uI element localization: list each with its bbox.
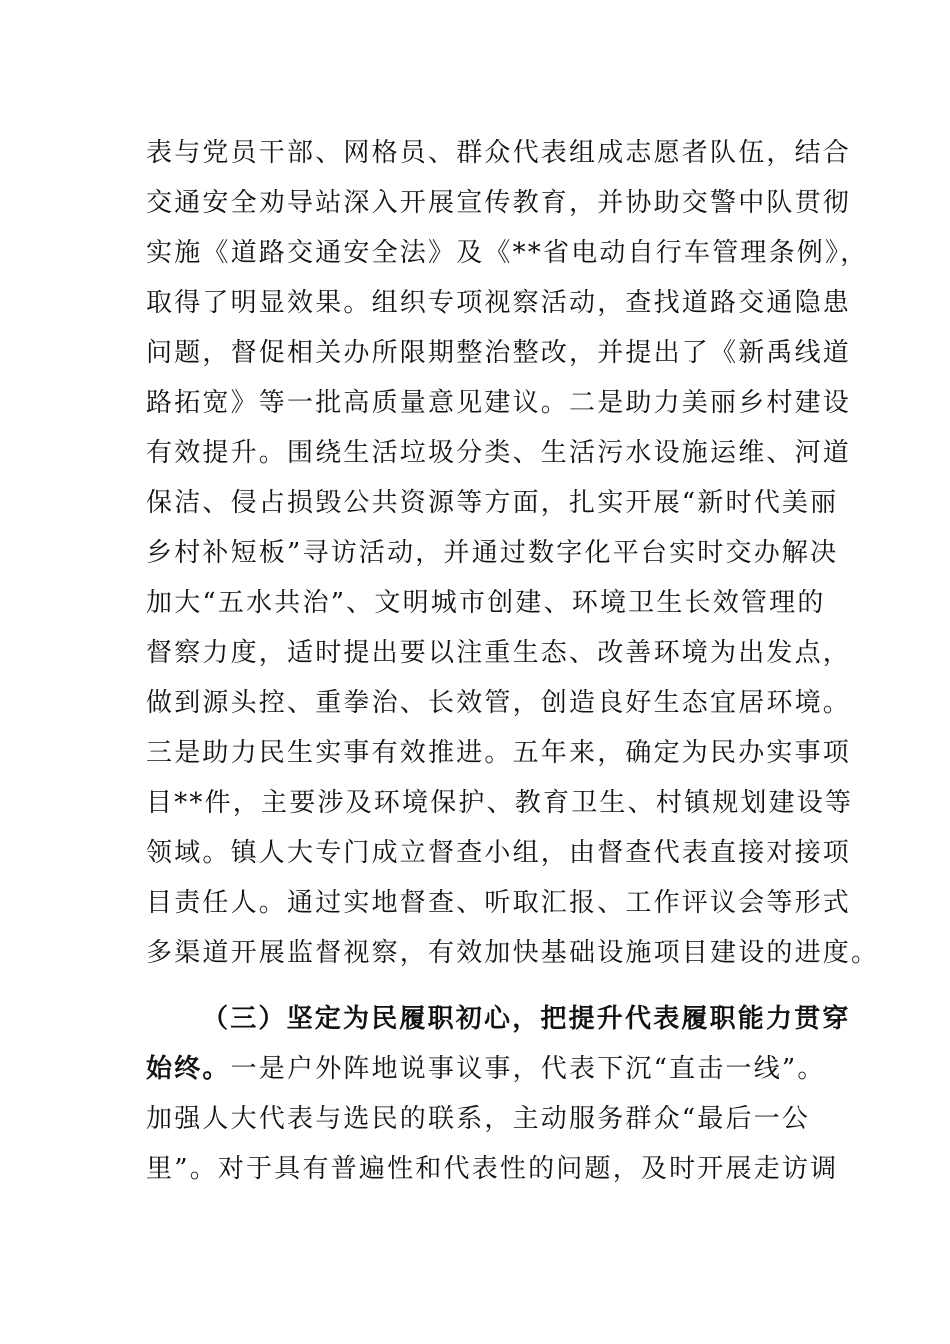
text-line: 实施《道路交通安全法》及《**省电动自行车管理条例》， — [146, 238, 869, 268]
text-line: 目责任人。通过实地督查、听取汇报、工作评议会等形式 — [146, 888, 852, 918]
text-line: 做到源头控、重拳治、长效管，创造良好生态宜居环境。 — [146, 688, 852, 718]
section-heading-line: （三）坚定为民履职初心，把提升代表履职能力贯穿 — [202, 1004, 851, 1034]
paragraph-gap — [146, 978, 836, 994]
text-line: 加大“五水共治”、文明城市创建、环境卫生长效管理的 — [146, 588, 826, 618]
text-line: 路拓宽》等一批高质量意见建议。二是助力美丽乡村建设 — [146, 388, 852, 418]
text-line: 多渠道开展监督视察，有效加快基础设施项目建设的进度。 — [146, 938, 880, 968]
section-heading-end: 始终。 — [146, 1054, 231, 1084]
text-line: 三是助力民生实事有效推进。五年来，确定为民办实事项 — [146, 738, 852, 768]
text-line: 保洁、侵占损毁公共资源等方面，扎实开展“新时代美丽 — [146, 488, 839, 518]
text-line: 督察力度，适时提出要以注重生态、改善环境为出发点， — [146, 638, 852, 668]
text-line: 加强人大代表与选民的联系，主动服务群众“最后一公 — [146, 1104, 811, 1134]
text-line: 交通安全劝导站深入开展宣传教育，并协助交警中队贯彻 — [146, 188, 852, 218]
paragraph-2 — [146, 994, 851, 1194]
text-line: 里”。对于具有普遍性和代表性的问题，及时开展走访调 — [146, 1154, 839, 1184]
text-line: 领域。镇人大专门成立督查小组，由督查代表直接对接项 — [146, 838, 852, 868]
text-line: 乡村补短板”寻访活动，并通过数字化平台实时交办解决 — [146, 538, 839, 568]
text-run: 一是户外阵地说事议事，代表下沉“直击一线”。 — [230, 1054, 826, 1084]
document-body — [146, 128, 880, 1194]
text-line: 表与党员干部、网格员、群众代表组成志愿者队伍，结合 — [146, 138, 852, 168]
text-line — [146, 1044, 836, 1094]
text-line: 有效提升。围绕生活垃圾分类、生活污水设施运维、河道 — [146, 438, 852, 468]
paragraph-1 — [146, 128, 880, 978]
text-line: 目**件，主要涉及环境保护、教育卫生、村镇规划建设等 — [146, 788, 854, 818]
text-line: 问题，督促相关办所限期整治整改，并提出了《新禹线道 — [146, 338, 852, 368]
text-line: 取得了明显效果。组织专项视察活动，查找道路交通隐患 — [146, 288, 852, 318]
